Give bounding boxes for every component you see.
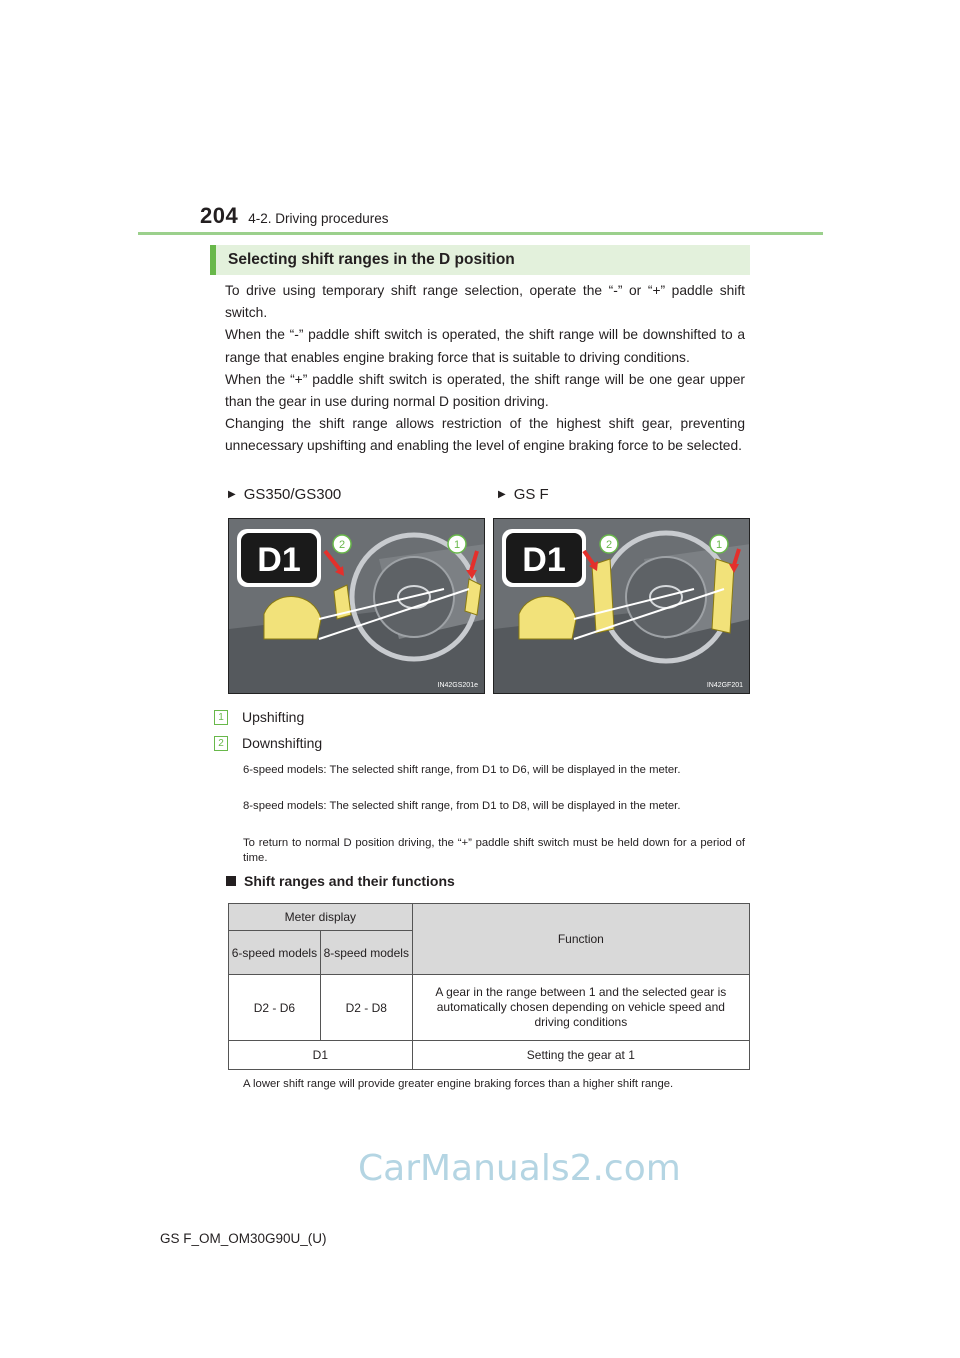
note-return-normal: To return to normal D position driving, the “+” paddle shift switch must be held down for a period of time. — [243, 837, 745, 864]
footnote: A lower shift range will provide greater engine braking forces than a higher shift range. — [243, 1078, 674, 1090]
steering-wheel-illustration — [229, 519, 485, 694]
header-6speed: 6-speed models — [229, 931, 321, 975]
callout-number: 1 — [214, 710, 228, 725]
figure-code: IN42GS201e — [437, 682, 478, 689]
callout-label: Downshifting — [242, 735, 323, 751]
model-label-gs350 — [228, 486, 341, 503]
section-path: 4-2. Driving procedures — [248, 211, 389, 226]
callout-downshifting — [214, 735, 322, 751]
note-8speed: 8-speed models: The selected shift range, from D1 to D8, will be displayed in the meter. — [243, 800, 681, 812]
header-rule — [138, 232, 823, 235]
model-name: GS350/GS300 — [243, 486, 342, 503]
section-title: Selecting shift ranges in the D position — [228, 251, 515, 268]
page-header — [200, 203, 389, 229]
subsection-title: Shift ranges and their functions — [244, 873, 455, 889]
bullet-square-icon — [226, 876, 236, 886]
meter-display-d1: D1 — [522, 541, 566, 579]
table-cell-function: A gear in the range between 1 and the selected gear is automatically chosen depending on vehicle speed and driving conditions — [412, 975, 749, 1041]
callout-number: 2 — [214, 736, 228, 751]
model-name: GS F — [513, 486, 549, 503]
arrow-right-icon: ▶ — [228, 489, 236, 500]
shift-range-table — [228, 903, 750, 1070]
figure-code: IN42GF201 — [706, 682, 743, 689]
body-paragraph: When the “+” paddle shift switch is operated, the shift range will be one gear upper than the gear in use during normal D position driving. — [225, 371, 745, 410]
figure-gs350-paddles — [228, 518, 485, 694]
header-meter-display: Meter display — [229, 904, 413, 931]
callout-1-badge: 1 — [453, 539, 461, 551]
subsection-heading — [226, 873, 455, 889]
arrow-right-icon: ▶ — [498, 489, 506, 500]
body-paragraph: To drive using temporary shift range selection, operate the “-” or “+” paddle shift switch. — [225, 283, 745, 321]
figure-gsf-paddles — [493, 518, 750, 694]
section-title-box — [210, 245, 750, 275]
page-footer: GS F_OM_OM30G90U_(U) — [160, 1231, 327, 1246]
callout-2-badge: 2 — [605, 539, 613, 551]
body-text — [225, 280, 745, 458]
steering-wheel-illustration — [494, 519, 750, 694]
table-cell-function: Setting the gear at 1 — [412, 1041, 749, 1070]
meter-display-d1: D1 — [257, 541, 301, 579]
header-function: Function — [412, 904, 749, 975]
header-8speed: 8-speed models — [320, 931, 412, 975]
body-paragraph: Changing the shift range allows restriction of the highest shift gear, preventing unnecessary upshifting and enabling the level of engine braking force to be selected. — [225, 416, 745, 454]
callout-label: Upshifting — [242, 709, 305, 725]
model-label-gsf — [498, 486, 549, 503]
body-paragraph: When the “-” paddle shift switch is operated, the shift range will be downshifted to a range that enables engine braking force that is suitable to driving conditions. — [225, 327, 745, 365]
table-cell-8speed: D2 - D8 — [320, 975, 412, 1041]
callout-upshifting — [214, 709, 304, 725]
page-number: 204 — [200, 203, 239, 228]
table-cell-d1: D1 — [229, 1041, 413, 1070]
note-6speed: 6-speed models: The selected shift range, from D1 to D6, will be displayed in the meter. — [243, 764, 681, 776]
callout-1-badge: 1 — [715, 539, 723, 551]
table-cell-6speed: D2 - D6 — [229, 975, 321, 1041]
callout-2-badge: 2 — [338, 539, 346, 551]
watermark: CarManuals2.com — [358, 1148, 681, 1189]
